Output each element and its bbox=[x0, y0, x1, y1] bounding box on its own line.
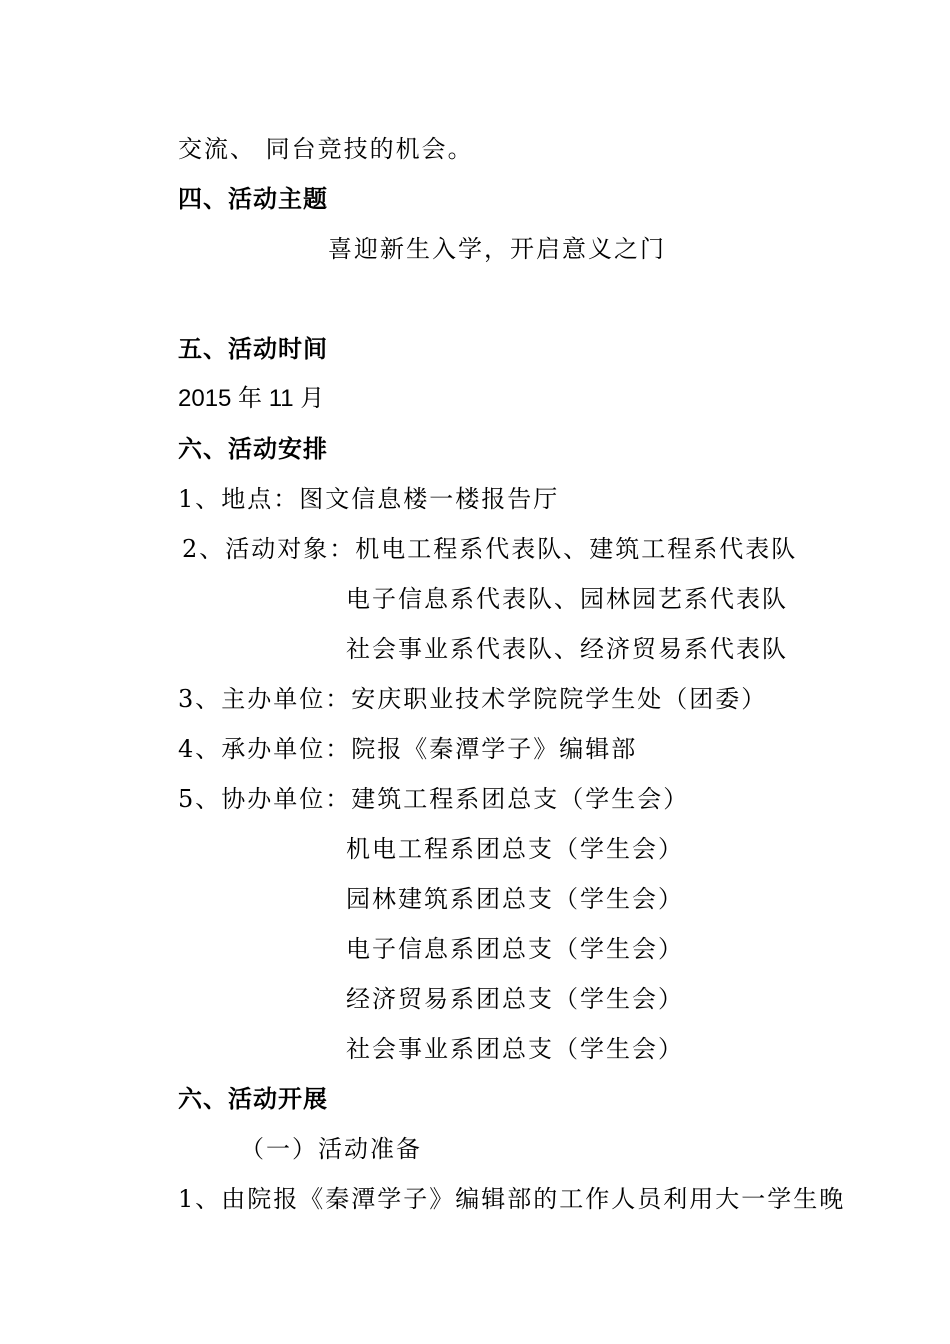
arrangement-item-co-organizer-cont-4: 经济贸易系团总支（学生会） bbox=[346, 985, 684, 1013]
arrangement-item-co-organizer: 5、协办单位：建筑工程系团总支（学生会） bbox=[178, 785, 690, 813]
section-time-heading: 五、活动时间 bbox=[178, 335, 328, 363]
section-theme-heading: 四、活动主题 bbox=[178, 185, 328, 213]
arrangement-item-co-organizer-cont-3: 电子信息系团总支（学生会） bbox=[346, 935, 684, 963]
section-development-subheading: （一）活动准备 bbox=[240, 1135, 422, 1163]
arrangement-item-participants-cont-2: 社会事业系代表队、经济贸易系代表队 bbox=[346, 635, 788, 663]
arrangement-item-co-organizer-cont-5: 社会事业系团总支（学生会） bbox=[346, 1035, 684, 1063]
section-development-paragraph: 1、由院报《秦潭学子》编辑部的工作人员利用大一学生晚 bbox=[178, 1185, 846, 1213]
arrangement-item-co-organizer-cont-2: 园林建筑系团总支（学生会） bbox=[346, 885, 684, 913]
section-theme-content: 喜迎新生入学，开启意义之门 bbox=[328, 235, 666, 263]
arrangement-item-participants: 2、活动对象：机电工程系代表队、建筑工程系代表队 bbox=[182, 535, 798, 563]
arrangement-item-location: 1、地点：图文信息楼一楼报告厅 bbox=[178, 485, 560, 513]
section-arrangement-heading: 六、活动安排 bbox=[178, 435, 328, 463]
arrangement-item-organizer: 4、承办单位：院报《秦潭学子》编辑部 bbox=[178, 735, 638, 763]
section-development-heading: 六、活动开展 bbox=[178, 1085, 328, 1113]
section-time-content: 2015 年 11 月 bbox=[178, 385, 325, 412]
intro-tail-text: 交流、 同台竞技的机会。 bbox=[178, 135, 474, 163]
arrangement-item-participants-cont-1: 电子信息系代表队、园林园艺系代表队 bbox=[346, 585, 788, 613]
arrangement-item-host: 3、主办单位：安庆职业技术学院院学生处（团委） bbox=[178, 685, 768, 713]
arrangement-item-co-organizer-cont-1: 机电工程系团总支（学生会） bbox=[346, 835, 684, 863]
